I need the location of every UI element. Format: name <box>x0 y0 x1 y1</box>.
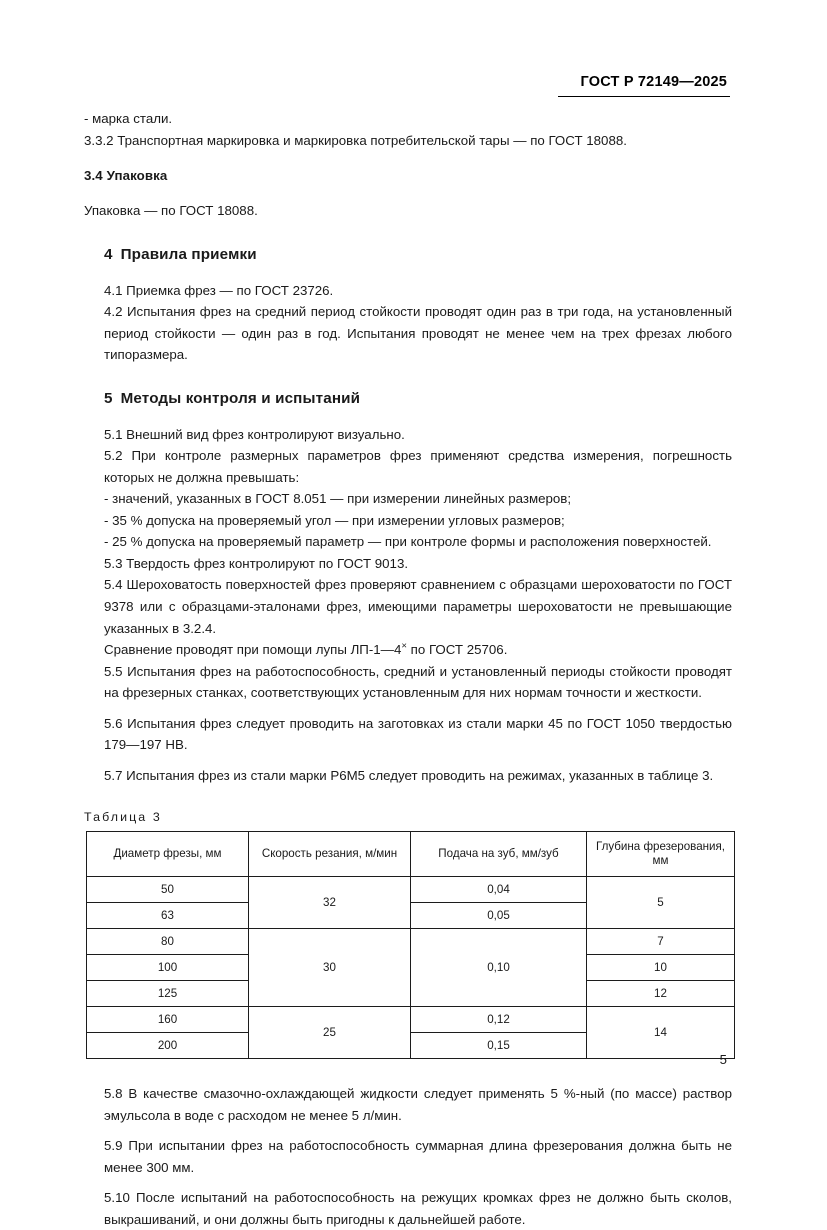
column-header-feed-per-tooth: Подача на зуб, мм/зуб <box>411 832 587 877</box>
table-row <box>87 877 735 903</box>
table-body <box>87 877 735 1059</box>
bullet-marka-stali: - марка стали. <box>84 111 173 126</box>
clause-5-3: 5.3 Твердость фрез контролируют по ГОСТ 9013. <box>104 555 409 571</box>
spacer <box>84 704 732 713</box>
clause-4-1: 4.1 Приемка фрез — по ГОСТ 23726. <box>104 282 334 298</box>
cell-feed: 0,05 <box>411 903 587 929</box>
cell-feed: 0,10 <box>411 929 587 1007</box>
cell-feed: 0,15 <box>411 1033 587 1059</box>
standard-header: ГОСТ Р 72149—2025 <box>580 74 727 90</box>
section-5-title: Методы контроля и испытаний <box>120 389 361 407</box>
table-caption: Таблица 3 <box>84 810 162 825</box>
spacer <box>84 786 732 810</box>
section-5-number: 5 <box>104 389 113 407</box>
column-header-diameter: Диаметр фрезы, мм <box>87 832 249 877</box>
clause-5-4-note-post: по ГОСТ 25706. <box>406 642 508 658</box>
cell-diameter: 125 <box>87 981 249 1007</box>
table-row <box>87 1007 735 1033</box>
section-4-number: 4 <box>104 245 113 263</box>
cell-depth: 10 <box>587 955 735 981</box>
spacer <box>84 263 732 280</box>
spacer <box>84 222 732 246</box>
cell-depth: 5 <box>587 877 735 929</box>
clause-5-1: 5.1 Внешний вид фрез контролируют визуально. <box>104 426 405 442</box>
bullet-5-2-a: - значений, указанных в ГОСТ 8.051 — при измерении линейных размеров; <box>104 491 572 507</box>
section-4-title: Правила приемки <box>120 245 257 263</box>
spacer <box>84 1126 732 1135</box>
cell-feed: 0,04 <box>411 877 587 903</box>
cell-depth: 14 <box>587 1007 735 1059</box>
table-header-row <box>87 832 735 877</box>
spacer <box>84 407 732 424</box>
cell-depth: 7 <box>587 929 735 955</box>
clause-5-4-note-pre: Сравнение проводят при помощи лупы ЛП-1—4 <box>104 642 402 658</box>
milling-modes-table <box>86 831 735 1059</box>
cell-diameter: 160 <box>87 1007 249 1033</box>
clause-3-4-text: Упаковка — по ГОСТ 18088. <box>84 203 258 219</box>
clause-5-8: 5.8 В качестве смазочно-охлаждающей жидкости следует применять 5 %-ный (по массе) раствор эмульсола в воде с расходом не менее 5 л/мин. <box>104 1086 732 1123</box>
clause-5-7: 5.7 Испытания фрез из стали марки Р6М5 следует проводить на режимах, указанных в таблице 3. <box>104 767 714 783</box>
cell-diameter: 63 <box>87 903 249 929</box>
clause-3-3-2: 3.3.2 Транспортная маркировка и маркировка потребительской тары — по ГОСТ 18088. <box>84 132 627 148</box>
cell-cutting-speed: 30 <box>249 929 411 1007</box>
cell-diameter: 100 <box>87 955 249 981</box>
clause-4-2: 4.2 Испытания фрез на средний период стойкости проводят один раз в три года, на установленный период стойкости — один раз в год. Испытания проводят не менее чем на трех фрезах любого типоразмера. <box>104 304 732 363</box>
table-head <box>87 832 735 877</box>
cell-cutting-speed: 25 <box>249 1007 411 1059</box>
clause-5-4-note <box>84 639 732 661</box>
section-heading-5 <box>84 390 732 407</box>
spacer <box>84 756 732 765</box>
clause-5-2: 5.2 При контроле размерных параметров фрез применяют средства измерения, погрешность которых не должна превышать: <box>104 448 732 485</box>
cell-depth: 12 <box>587 981 735 1007</box>
bullet-5-2-b: - 35 % допуска на проверяемый угол — при измерении угловых размеров; <box>104 512 565 528</box>
cell-feed: 0,12 <box>411 1007 587 1033</box>
cell-diameter: 80 <box>87 929 249 955</box>
cell-diameter: 50 <box>87 877 249 903</box>
clause-5-10: 5.10 После испытаний на работоспособность на режущих кромках фрез не должно быть сколов, выкрашиваний, и они должны быть пригодны к дальнейшей работе. <box>104 1190 732 1227</box>
spacer <box>84 183 732 200</box>
column-header-cutting-speed: Скорость резания, м/мин <box>249 832 411 877</box>
column-header-milling-depth: Глубина фрезерования, мм <box>587 832 735 877</box>
clause-5-4: 5.4 Шероховатость поверхностей фрез проверяют сравнением с образцами шероховатости по ГОСТ 9378 или с образцами-эталонами фрез, имеющими параметры шероховатости не превышающие указанных в 3.2.4. <box>104 577 732 636</box>
clause-5-6: 5.6 Испытания фрез следует проводить на заготовках из стали марки 45 по ГОСТ 1050 твердостью 179—197 HB. <box>104 715 732 753</box>
spacer <box>84 1178 732 1187</box>
magnification-superscript: × <box>401 640 407 652</box>
bullet-5-2-c: - 25 % допуска на проверяемый параметр — при контроле формы и расположения поверхностей. <box>104 534 712 550</box>
header-rule <box>558 96 730 97</box>
spacer <box>84 366 732 390</box>
clause-5-5: 5.5 Испытания фрез на работоспособность, средний и установленный периоды стойкости проводят на фрезерных станках, соответствующих установленным для них нормам точности и жесткости. <box>104 663 732 701</box>
heading-3-4: 3.4 Упаковка <box>84 168 168 184</box>
page-number: 5 <box>719 1052 727 1067</box>
table-row <box>87 929 735 955</box>
section-heading-4 <box>84 246 732 263</box>
cell-diameter: 200 <box>87 1033 249 1059</box>
spacer <box>84 151 732 168</box>
clause-5-9: 5.9 При испытании фрез на работоспособность суммарная длина фрезерования должна быть не менее 300 мм. <box>104 1138 732 1175</box>
cell-cutting-speed: 32 <box>249 877 411 929</box>
